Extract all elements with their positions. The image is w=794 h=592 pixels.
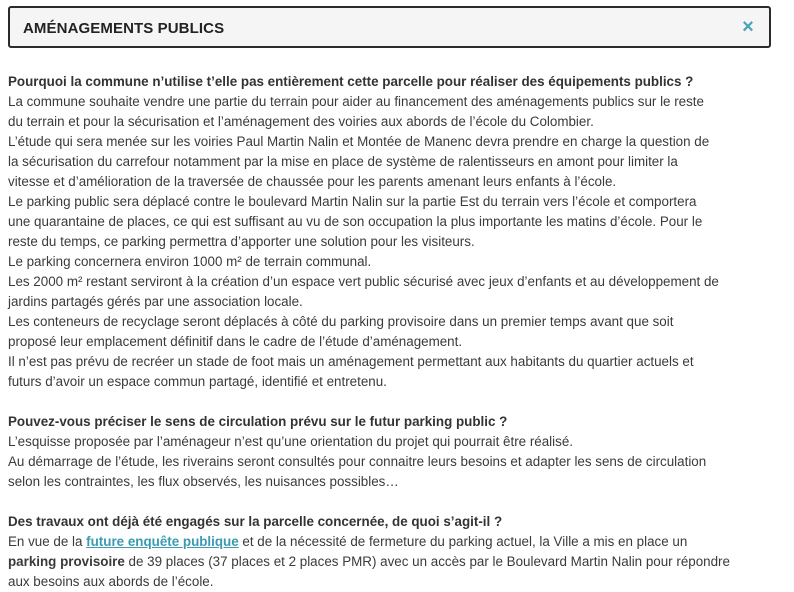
answer-line: Les 2000 m² restant serviront à la création d’un espace vert public sécurisé avec jeux d’enfants et au développement de <box>8 274 719 289</box>
accordion-title: AMÉNAGEMENTS PUBLICS <box>23 20 225 37</box>
faq-question-3: Des travaux ont déjà été engagés sur la parcelle concernée, de quoi s’agit-il ? <box>8 514 503 529</box>
answer-line: selon les contraintes, les flux observés, les nuisances possibles… <box>8 474 399 489</box>
answer-line <box>8 552 784 572</box>
answer-line: reste du temps, ce parking permettra d’apporter une solution pour les visiteurs. <box>8 234 475 249</box>
bold-text: parking provisoire <box>8 554 125 569</box>
faq-question-1: Pourquoi la commune n’utilise t’elle pas entièrement cette parcelle pour réaliser des équipements publics ? <box>8 74 694 89</box>
answer-line: vitesse et d’amélioration de la traversée de chaussée pour les parents amenant leurs enfants à l’école. <box>8 174 617 189</box>
accordion-content <box>8 72 784 592</box>
enquete-publique-link[interactable]: future enquête publique <box>86 534 239 549</box>
faq-question-2: Pouvez-vous préciser le sens de circulation prévu sur le futur parking public ? <box>8 414 508 429</box>
answer-line: Le parking concernera environ 1000 m² de terrain communal. <box>8 254 372 269</box>
answer-line: aux besoins aux abords de l’école. <box>8 574 214 589</box>
answer-line <box>8 532 784 552</box>
answer-line: du terrain et pour la sécurisation et l’aménagement des voiries aux abords de l’école du Colombier. <box>8 114 594 129</box>
text-span: de 39 places (37 places et 2 places PMR) avec un accès par le Boulevard Martin Nalin pour répondre <box>124 554 730 569</box>
text-span: En vue de la <box>8 534 87 549</box>
answer-line: la sécurisation du carrefour notamment par la mise en place de système de ralentisseurs en amont pour limiter la <box>8 154 678 169</box>
answer-line: futurs d’avoir un espace commun partagé, identifié et entretenu. <box>8 374 387 389</box>
text-span: et de la nécessité de fermeture du parking actuel, la Ville a mis en place un <box>238 534 688 549</box>
answer-line: une quarantaine de places, ce qui est suffisant au vu de son occupation la plus importante les matins d’école. Pour le <box>8 214 703 229</box>
answer-line: L’esquisse proposée par l’aménageur n’est qu’une orientation du projet qui pourrait être réalisé. <box>8 434 573 449</box>
answer-line: La commune souhaite vendre une partie du terrain pour aider au financement des aménagements publics sur le reste <box>8 94 704 109</box>
answer-line: Il n’est pas prévu de recréer un stade de foot mais un aménagement permettant aux habitants du quartier actuels et <box>8 354 694 369</box>
faq-answer-3 <box>8 532 784 592</box>
accordion-header[interactable] <box>8 6 771 48</box>
answer-line: L’étude qui sera menée sur les voiries Paul Martin Nalin et Montée de Manenc devra prendre en charge la question de <box>8 134 710 149</box>
faq-answer-2 <box>8 432 784 492</box>
answer-line: jardins partagés gérés par une association locale. <box>8 294 303 309</box>
answer-line: Le parking public sera déplacé contre le boulevard Martin Nalin sur la partie Est du terrain vers l’école et comportera <box>8 194 697 209</box>
answer-line: proposé leur emplacement définitif dans le cadre de l’étude d’aménagement. <box>8 334 463 349</box>
answer-line: Les conteneurs de recyclage seront déplacés à côté du parking provisoire dans un premier temps avant que soit <box>8 314 674 329</box>
answer-line: Au démarrage de l’étude, les riverains seront consultés pour connaitre leurs besoins et adapter les sens de circulation <box>8 454 707 469</box>
faq-answer-1 <box>8 92 784 392</box>
close-icon[interactable]: × <box>742 16 754 38</box>
